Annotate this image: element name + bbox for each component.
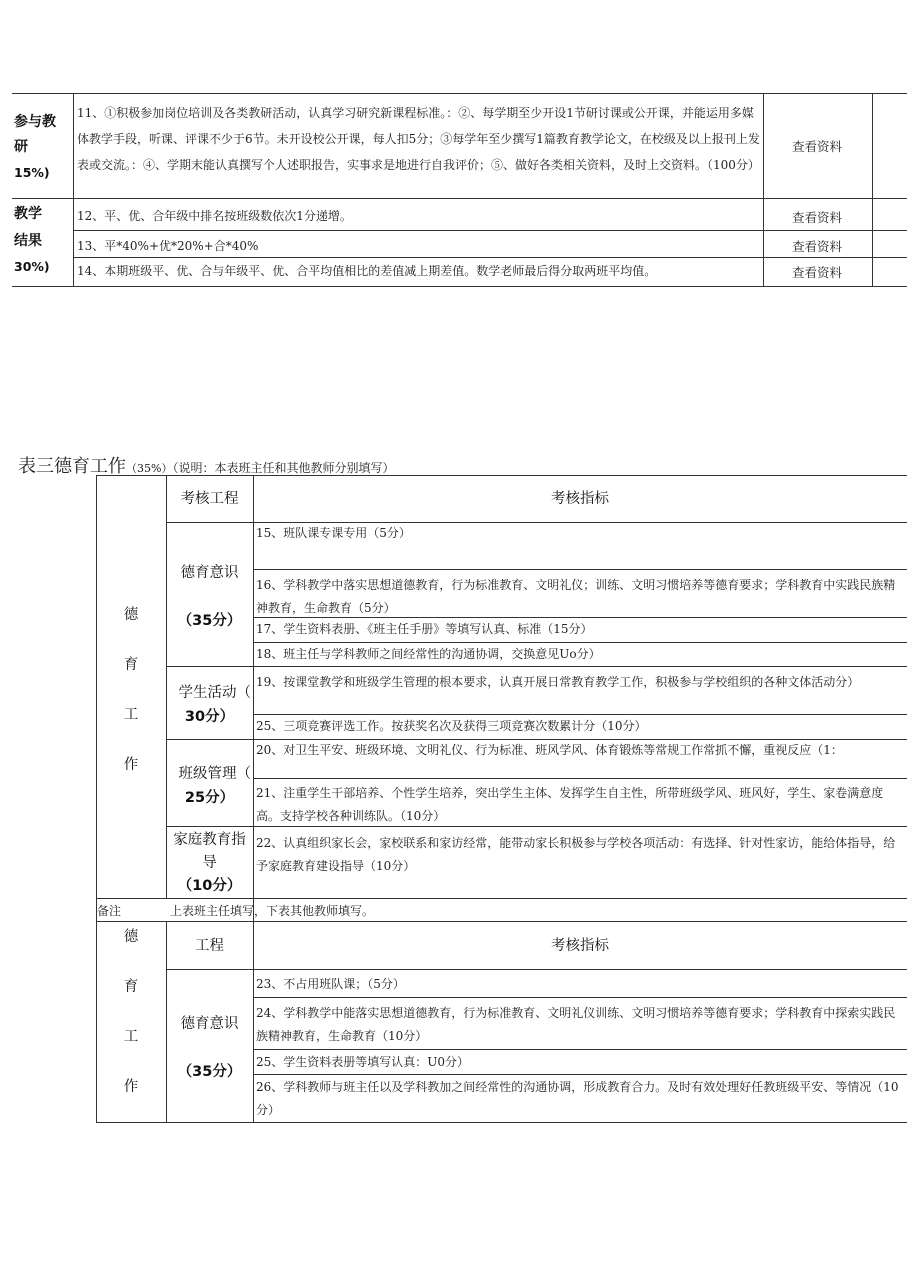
category-teaching-results: 教学 结果 30%) [14,206,50,274]
indicator-23: 23、不占用班队课；（5分） [256,977,405,991]
section-class-management: 班级管理（ 25分） [178,766,251,806]
check-materials-link[interactable]: 查看资料 [792,210,843,225]
section2-moral-awareness: 德育意识 （35分） [177,1016,242,1080]
vertical-label: 德 育 工 作 [123,607,139,773]
remark-text: 上表班主任填写，下表其他教师填写。 [170,904,375,918]
section-moral-awareness: 德育意识 （35分） [177,565,242,629]
header-project: 考核工程 [180,491,239,507]
section-student-activities: 学生活动（ 30分） [178,685,251,725]
indicator-24: 24、学科教学中能落实思想道德教育，行为标准教育、文明礼仪训练、文明习惯培养等德育要求；学科教育中探索实践民族精神教育，生命教育（10分） [256,1006,896,1043]
indicator-19: 19、按课堂教学和班级学生管理的根本要求，认真开展日常教育教学工作，积极参与学校组织的各种文体活动分） [256,675,860,689]
vertical-label-2: 德 育 工 作 [123,929,139,1095]
indicator-20: 20、对卫生平安、班级环境、文明礼仪、行为标准、班风学风、体育锻炼等常规工作常抓不懈，重视反应（1： [256,743,843,757]
category-research: 参与教 研 15%) [14,114,56,180]
header-indicator: 考核指标 [551,491,609,507]
section-family-education: 家庭教育指 导 （10分） [173,832,246,894]
indicator-18: 18、班主任与学科教师之间经常性的沟通协调，交换意见Uo分） [256,647,601,661]
header2-indicator: 考核指标 [551,938,609,954]
check-materials-link[interactable]: 查看资料 [792,139,843,154]
indicator-15: 15、班队课专课专用（5分） [256,526,411,540]
indicator-26: 26、学科教师与班主任以及学科教加之间经常性的沟通协调，形成教育合力。及时有效处理好任教班级平安、等情况（10分） [256,1080,899,1117]
indicator-16: 16、学科教学中落实思想道德教育，行为标准教育、文明礼仪；训练、文明习惯培养等德育要求；学科教育中实践民族精神教育，生命教育（5分） [256,578,896,615]
indicator-21: 21、注重学生干部培养、个性学生培养，突出学生主体、发挥学生自主性，所带班级学风、班风好，学生、家卷满意度高。支持学校各种训练队。（10分） [256,786,884,823]
indicator-12: 12、平、优、合年级中排名按班级数依次1分递增。 [77,209,352,223]
indicator-25-competition: 25、三项竞赛评选工作。按获奖名次及获得三项竞赛次数累计分（10分） [256,719,647,733]
indicator-11: 11、①积极参加岗位培训及各类教研活动，认真学习研究新课程标准。：②、每学期至少开设1节研讨课或公开课，并能运用多媒体教学手段，听课、评课不少于6节。未开设校公开课，每人扣5分；③每学年至少撰写1篇教育教学论文，在校级及以上报刊上发表或交流。：④、学期末能认真撰写个人述职报告，实事求是地进行自我评价；⑤、做好各类相关资料，及时上交资料。（100分） [77,106,760,172]
remark-label: 备注 [97,904,122,918]
header2-project: 工程 [195,938,224,954]
indicator-14: 14、本期班级平、优、合与年级平、优、合平均值相比的差值减上期差值。数学老师最后得分取两班平均值。 [77,264,657,278]
indicator-17: 17、学生资料表册、《班主任手册》等填写认真、标准（15分） [256,622,593,636]
indicator-13: 13、平*40%+优*20%+合*40% [77,239,259,253]
indicator-22: 22、认真组织家长会，家校联系和家访经常，能带动家长积极参与学校各项活动：有选择、针对性家访，能给体指导，给予家庭教育建设指导（10分） [256,836,896,873]
indicator-25: 25、学生资料表册等填写认真：U0分） [256,1055,470,1069]
check-materials-link[interactable]: 查看资料 [792,265,843,280]
table-title: 表三德育工作（35%）（说明：本表班主任和其他教师分别填写） [18,456,395,477]
check-materials-link[interactable]: 查看资料 [792,239,843,254]
